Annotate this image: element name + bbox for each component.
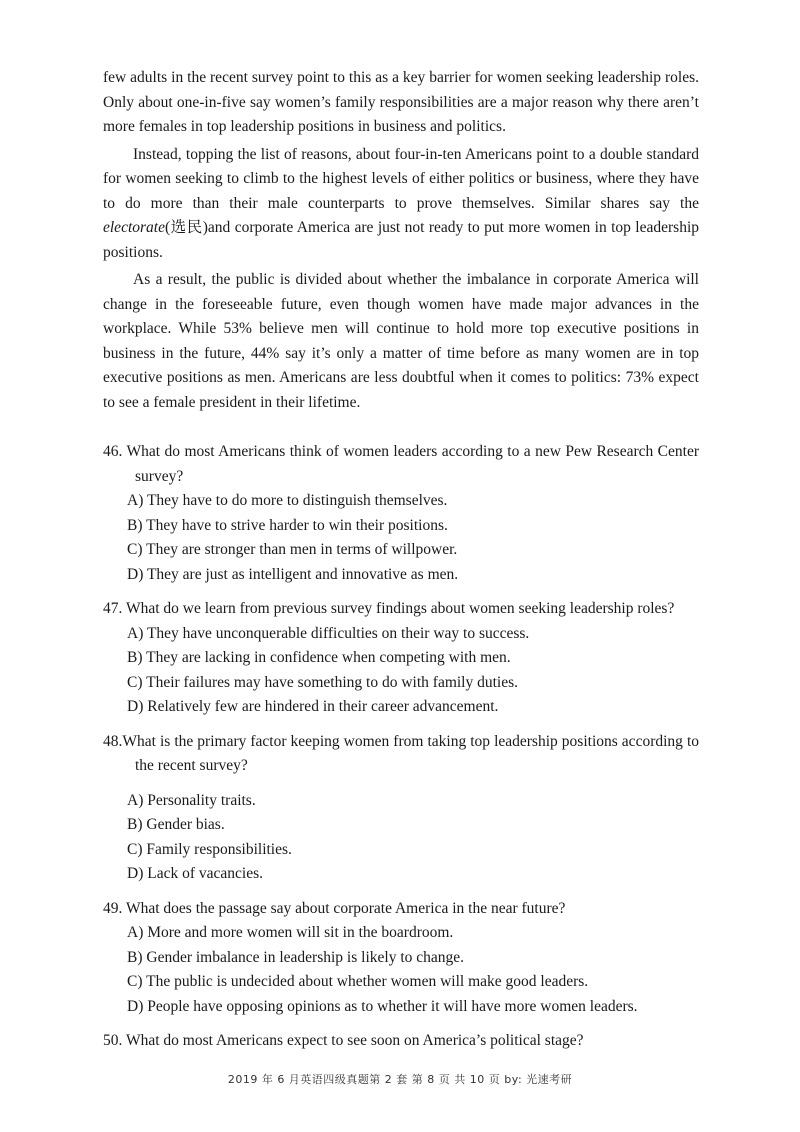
option-b: B) They are lacking in confidence when competing with men. — [127, 649, 511, 666]
option-a: A) Personality traits. — [127, 791, 256, 809]
question-48 — [103, 730, 699, 887]
option-a: A) They have to do more to distinguish themselves. — [127, 492, 448, 509]
option-c: C) The public is undecided about whether women will make good leaders. — [127, 973, 589, 990]
option-b: B) Gender imbalance in leadership is likely to change. — [127, 948, 465, 966]
option-list — [103, 622, 699, 720]
option-b: B) They have to strive harder to win their positions. — [127, 516, 448, 534]
option-d: D) Relatively few are hindered in their career advancement. — [127, 698, 499, 715]
option-d: D) Lack of vacancies. — [127, 865, 263, 882]
option-list — [103, 489, 699, 587]
option-d: D) People have opposing opinions as to whether it will have more women leaders. — [127, 997, 638, 1015]
question-46 — [103, 440, 699, 587]
question-stem: 46. What do most Americans think of women leaders according to a new Pew Research Center survey? — [103, 443, 699, 485]
page-footer: 2019 年 6 月英语四级真题第 2 套 第 8 页 共 10 页 by: 光速考研 — [227, 1073, 573, 1086]
option-c: C) Family responsibilities. — [127, 840, 292, 858]
question-stem: 47. What do we learn from previous survey findings about women seeking leadership roles? — [103, 600, 675, 617]
question-list — [103, 440, 699, 1064]
option-a: A) More and more women will sit in the boardroom. — [127, 924, 454, 941]
question-47 — [103, 597, 699, 720]
passage-paragraph-2-text-b: and corporate America are just not ready to put more women in top leadership positions. — [103, 219, 700, 261]
term-electorate: electorate — [103, 219, 165, 236]
spacer — [103, 779, 699, 789]
question-stem: 48.What is the primary factor keeping women from taking top leadership positions according to the recent survey? — [103, 732, 699, 774]
option-list — [103, 921, 699, 1019]
question-50 — [103, 1029, 699, 1054]
question-stem: 49. What does the passage say about corporate America in the near future? — [103, 899, 566, 917]
passage-paragraph-3: As a result, the public is divided about whether the imbalance in corporate America will change in the foreseeable future, even though women have made major advances in the workplace. While 53% believe men will continue to hold more top executive positions in business in the future, 44% say it’s only a matter of time before as many women are in top executive positions as men. Americans are less doubtful when it comes to politics: 73% expect to see a female president in their lifetime. — [103, 271, 699, 411]
passage-paragraph-1: few adults in the recent survey point to this as a key barrier for women seeking leadership roles. Only about one-in-five say women’s family responsibilities are a major reason why there aren’t more females in top leadership positions in business and politics. — [103, 69, 699, 135]
option-a: A) They have unconquerable difficulties on their way to success. — [127, 624, 530, 642]
option-d: D) They are just as intelligent and innovative as men. — [127, 565, 459, 583]
passage-paragraph-2-text-a: Instead, topping the list of reasons, about four-in-ten Americans point to a double standard for women seeking to climb to the highest levels of either politics or business, where they have to do more than their male counterparts to prove themselves. Similar shares say the — [103, 145, 699, 212]
option-list — [103, 789, 699, 887]
reading-passage — [103, 66, 699, 418]
term-gloss: (选民) — [164, 219, 208, 236]
option-b: B) Gender bias. — [127, 816, 225, 833]
option-c: C) Their failures may have something to do with family duties. — [127, 673, 519, 691]
passage-paragraph-2 — [103, 143, 699, 266]
question-49 — [103, 897, 699, 1020]
option-c: C) They are stronger than men in terms of willpower. — [127, 541, 458, 558]
question-stem: 50. What do most Americans expect to see soon on America’s political stage? — [103, 1032, 584, 1049]
